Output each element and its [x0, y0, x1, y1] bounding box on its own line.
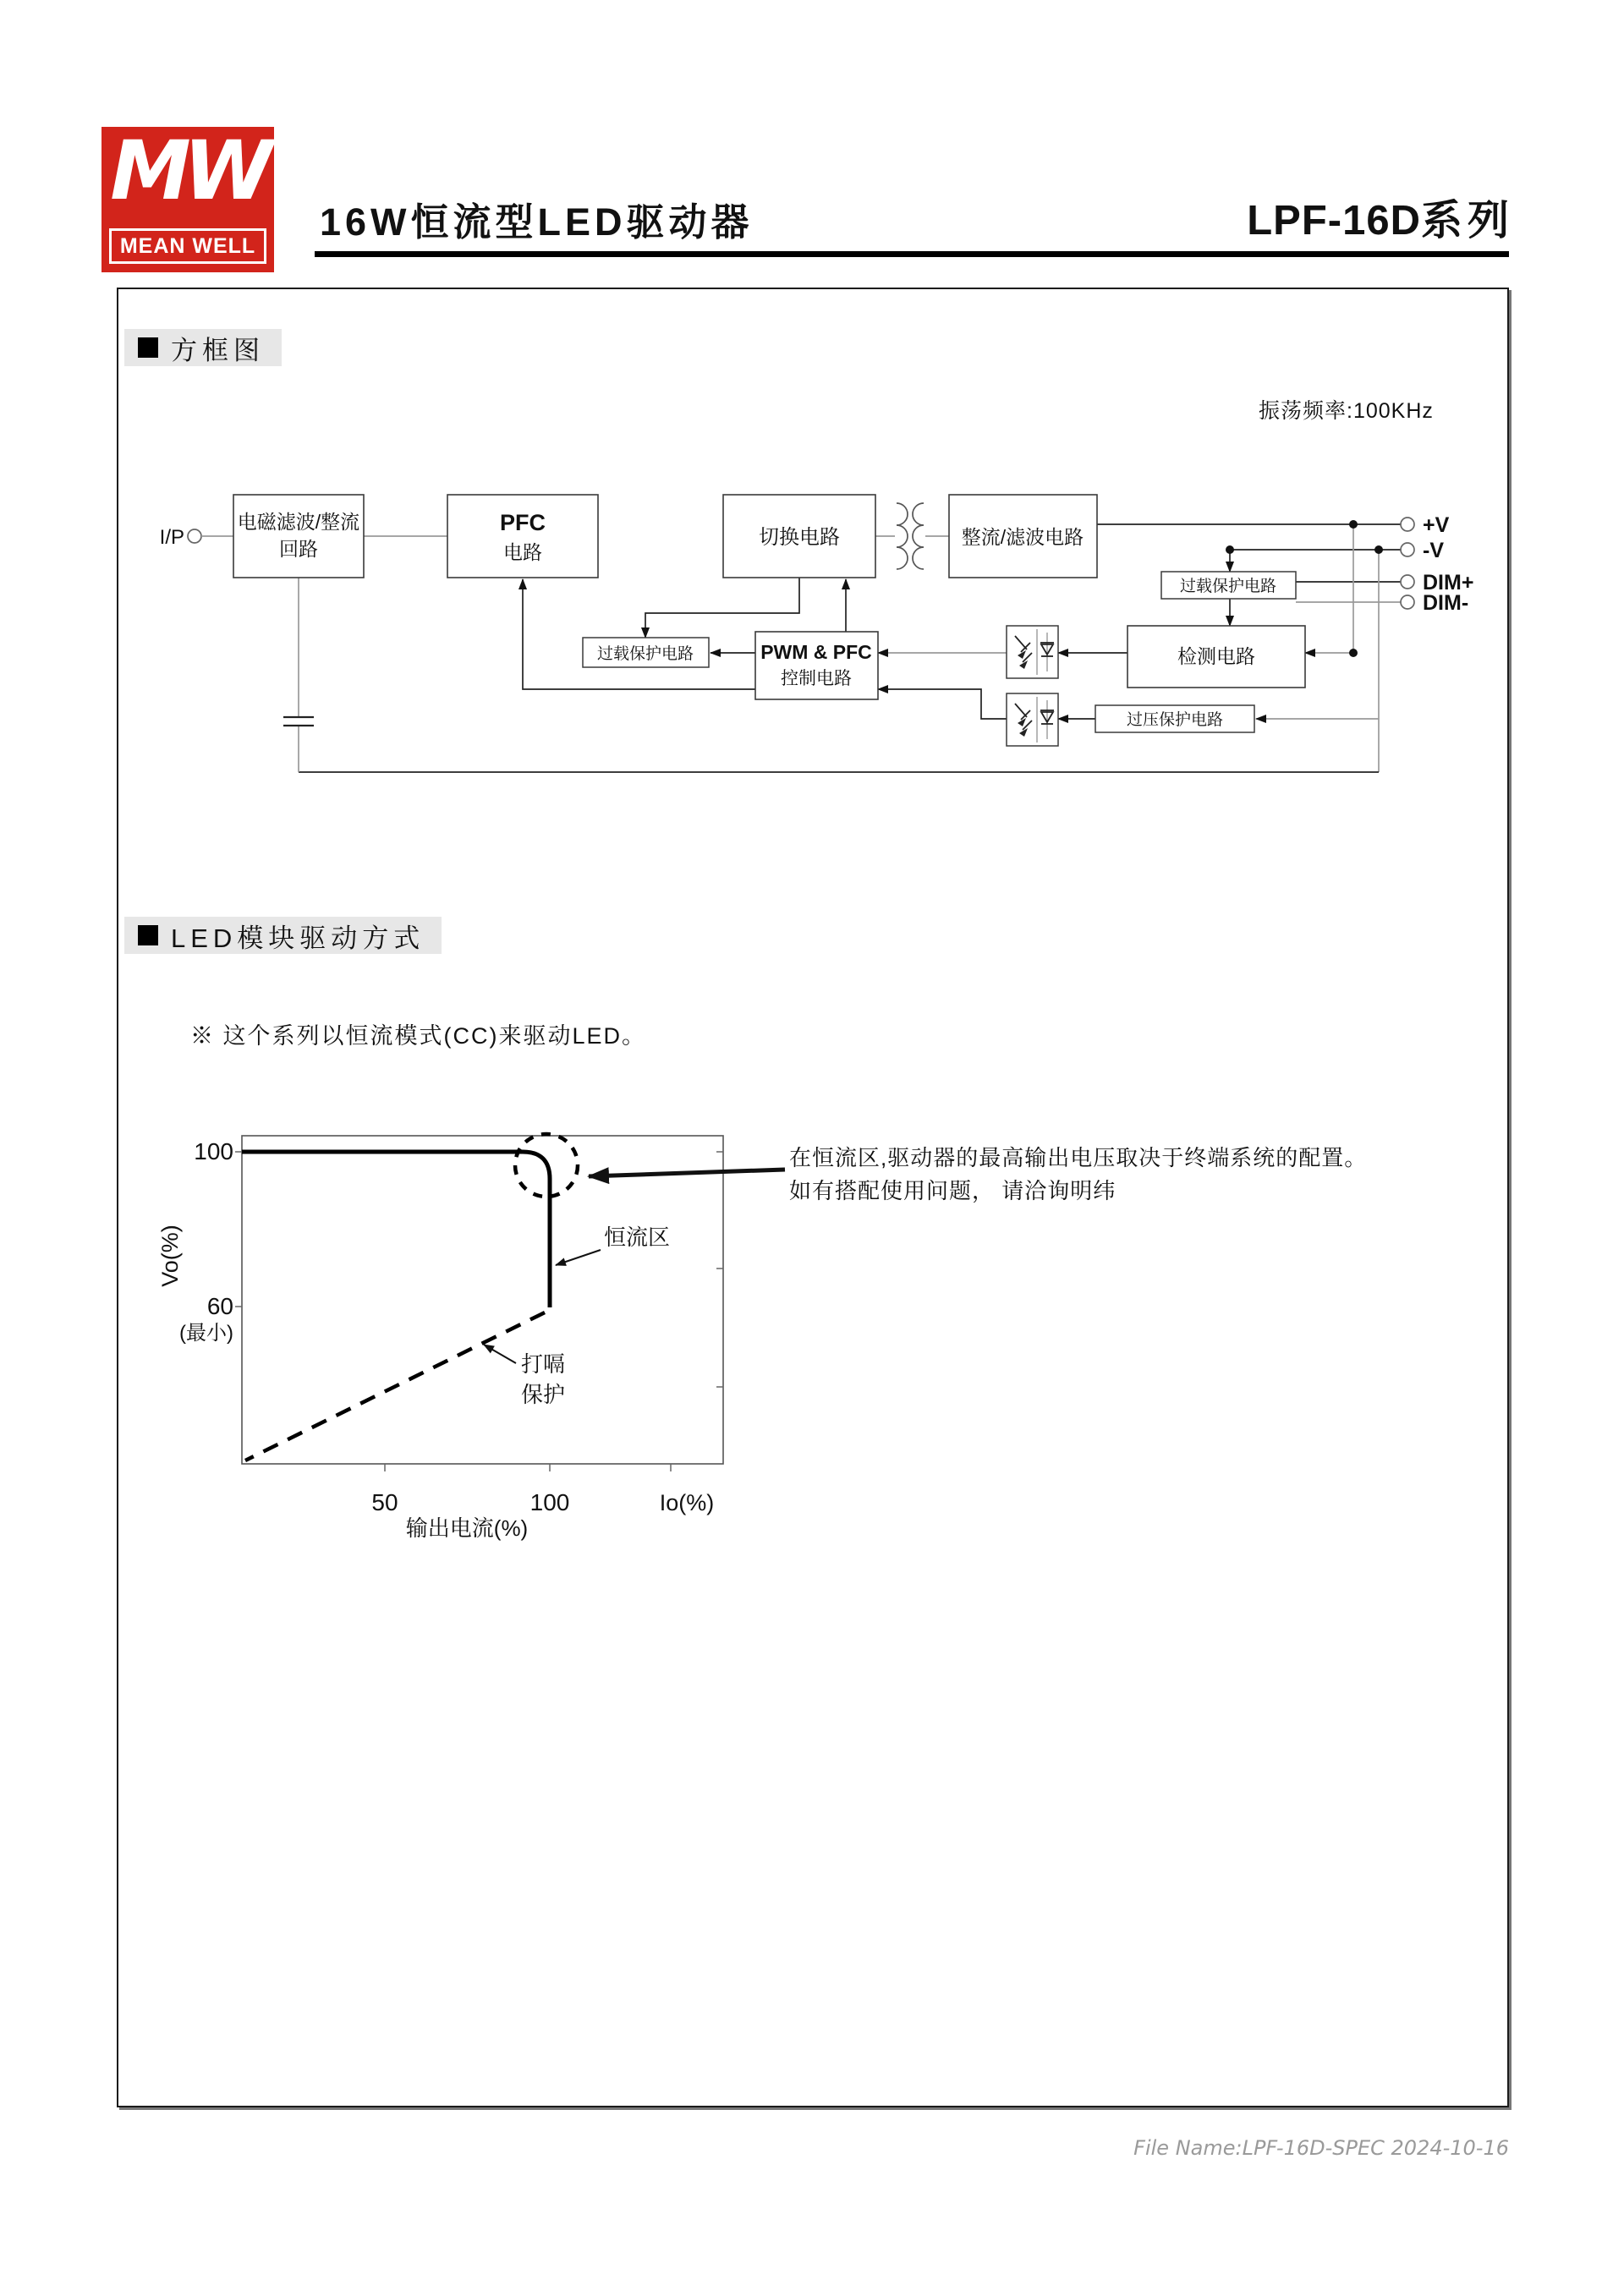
block-label: 整流/滤波电路 — [961, 526, 1084, 548]
section-bullet-icon — [138, 337, 158, 358]
x-axis-unit: Io(%) — [659, 1490, 715, 1515]
vo-curve-solid — [242, 1152, 550, 1307]
cc-mode-note: ※ 这个系列以恒流模式(CC)来驱动LED。 — [190, 1023, 647, 1049]
page-title: 16W恒流型LED驱动器 — [320, 200, 754, 244]
series-suffix: 系列 — [1420, 198, 1514, 244]
optocoupler-icon — [1007, 626, 1058, 678]
block-switching — [723, 495, 875, 578]
block-pfc — [447, 495, 598, 578]
ytick-60: 60 — [206, 1293, 233, 1319]
terminal-label-dimplus: DIM+ — [1423, 571, 1474, 595]
xtick-50: 50 — [371, 1489, 398, 1515]
callout-arrow — [589, 1170, 785, 1176]
output-terminals — [1401, 513, 1473, 615]
file-name-footer: File Name:LPF-16D-SPEC 2024-10-16 — [1133, 2136, 1509, 2160]
xtick-100: 100 — [529, 1489, 570, 1515]
block-rectifier-filter — [949, 495, 1097, 578]
block-label: 切换电路 — [759, 526, 840, 549]
hiccup-curve-dashed — [245, 1312, 545, 1460]
optocoupler-icon — [1007, 693, 1058, 746]
cc-desc-line1: 在恒流区,驱动器的最高输出电压取决于终端系统的配置。 — [789, 1145, 1368, 1170]
section-bullet-icon — [138, 925, 158, 945]
ytick-100: 100 — [194, 1138, 233, 1164]
capacitor-icon — [283, 717, 314, 726]
block-label: 过载保护电路 — [596, 645, 694, 663]
oscillation-frequency-label: 振荡频率:100KHz — [1259, 399, 1434, 423]
section-title: LED模块驱动方式 — [171, 923, 425, 953]
block-overload-protection-right — [1161, 572, 1296, 599]
y-axis-label: Vo(%) — [157, 1225, 183, 1287]
terminal-circle — [1401, 518, 1414, 531]
input-terminal-circle — [188, 529, 201, 543]
cc-desc-line2: 如有搭配使用问题， 请洽询明纬 — [789, 1178, 1116, 1203]
x-axis-label: 输出电流(%) — [405, 1515, 529, 1541]
drive-mode-chart — [152, 1116, 846, 1548]
block-diagram — [118, 389, 1522, 812]
series-model: LPF-16D — [1247, 198, 1421, 244]
axis-ticks — [235, 1152, 723, 1471]
block-label: 控制电路 — [781, 669, 852, 688]
block-overload-protection-left — [583, 638, 709, 667]
plot-frame — [242, 1136, 723, 1464]
terminal-circle — [1401, 543, 1414, 556]
section-title: 方框图 — [171, 335, 265, 365]
hiccup-label-line2: 保护 — [520, 1382, 566, 1407]
block-pwm-pfc-control — [755, 632, 878, 699]
block-label: 检测电路 — [1177, 645, 1255, 667]
block-label: PFC — [500, 510, 546, 535]
block-label: 电路 — [503, 541, 542, 563]
logo-mw-icon: MW — [110, 123, 266, 218]
logo-brand-label: MEAN WELL — [109, 228, 266, 264]
hiccup-arrow — [484, 1345, 516, 1363]
ytick-min-note: (最小) — [179, 1322, 233, 1345]
hiccup-label-line1: 打嗝 — [520, 1351, 566, 1377]
series-title — [1247, 188, 1514, 247]
terminal-label-dimminus: DIM- — [1423, 591, 1469, 615]
terminal-circle — [1401, 575, 1414, 589]
terminal-label-vminus: -V — [1423, 539, 1444, 562]
block-overvoltage-protection — [1095, 705, 1254, 732]
terminal-label-vplus: +V — [1423, 513, 1450, 537]
input-label: I/P — [159, 526, 184, 549]
block-label: 回路 — [279, 538, 318, 560]
block-label: 电磁滤波/整流 — [237, 511, 360, 533]
block-label: PWM & PFC — [760, 641, 872, 663]
header-rule — [315, 251, 1509, 257]
block-label: 过压保护电路 — [1126, 711, 1224, 729]
cc-region-arrow — [556, 1250, 601, 1265]
terminal-circle — [1401, 595, 1414, 609]
cc-region-description — [789, 1142, 1367, 1208]
cc-region-label: 恒流区 — [604, 1225, 671, 1250]
transformer-icon — [897, 503, 924, 569]
section-header-led-drive — [124, 917, 442, 954]
meanwell-logo — [102, 123, 274, 272]
section-header-block-diagram — [124, 329, 282, 366]
block-detection — [1127, 626, 1305, 688]
block-emi-filter — [233, 495, 364, 578]
block-label: 过载保护电路 — [1179, 578, 1277, 595]
